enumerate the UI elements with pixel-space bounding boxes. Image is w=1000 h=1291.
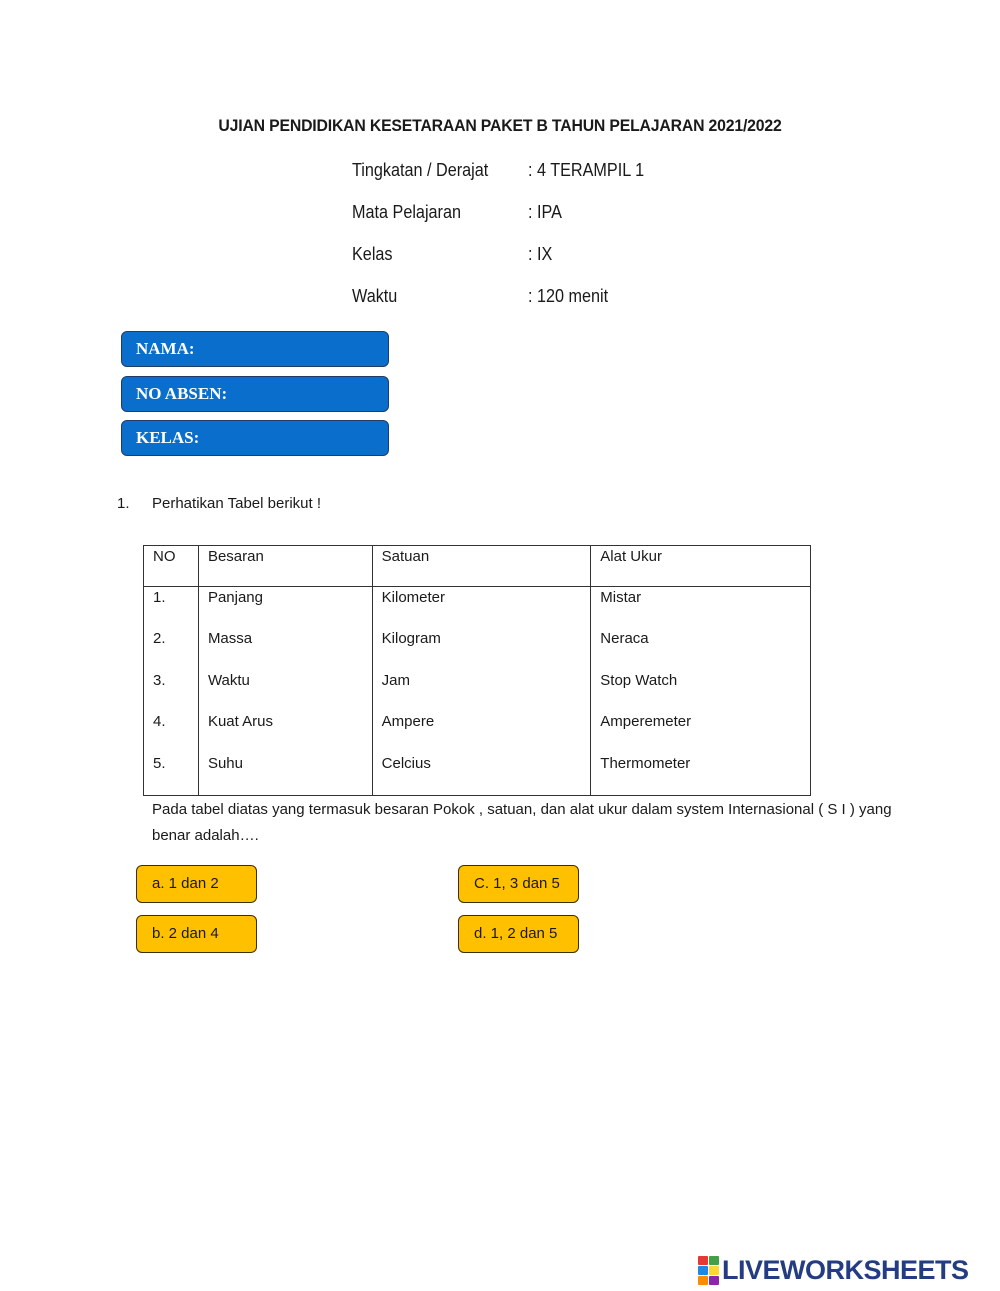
meta-label: Tingkatan / Derajat [352, 160, 489, 180]
table-cell: 1. [144, 587, 199, 629]
logo-block [709, 1276, 719, 1285]
table-cell: Stop Watch [591, 670, 811, 712]
table-cell: Jam [372, 670, 591, 712]
table-cell: Mistar [591, 587, 811, 629]
table-cell: Kilometer [372, 587, 591, 629]
table-cell: 2. [144, 628, 199, 670]
option-a-button[interactable]: a. 1 dan 2 [136, 865, 257, 903]
logo-block [698, 1266, 708, 1275]
meta-value: : 4 TERAMPIL 1 [528, 160, 645, 180]
logo-block [698, 1256, 708, 1265]
liveworksheets-logo [698, 1255, 969, 1285]
table-cell: Waktu [198, 670, 372, 712]
table-cell: 4. [144, 711, 199, 753]
table-cell: Kuat Arus [198, 711, 372, 753]
meta-label: Waktu [352, 286, 398, 306]
table-header-row [144, 546, 811, 587]
logo-block [709, 1266, 719, 1275]
table-header-cell: Satuan [372, 546, 591, 587]
meta-label: Mata Pelajaran [352, 202, 461, 222]
exam-title: UJIAN PENDIDIKAN KESETARAAN PAKET B TAHUN PELAJARAN 2021/2022 [218, 116, 782, 135]
question-follow-up: Pada tabel diatas yang termasuk besaran Pokok , satuan, dan alat ukur dalam system Internasional ( S I ) yang benar adalah…. [152, 801, 892, 844]
absence-number-field[interactable]: NO ABSEN: [121, 376, 389, 412]
table-cell: Thermometer [591, 753, 811, 796]
logo-block [698, 1276, 708, 1285]
meta-label: Kelas [352, 244, 393, 264]
table-header-cell: Alat Ukur [591, 546, 811, 587]
table-cell: Massa [198, 628, 372, 670]
table-cell: 3. [144, 670, 199, 712]
logo-icon [698, 1256, 719, 1285]
table-cell: Celcius [372, 753, 591, 796]
table-row [144, 587, 811, 629]
table-cell: Kilogram [372, 628, 591, 670]
class-field[interactable]: KELAS: [121, 420, 389, 456]
meta-value: : IPA [528, 202, 562, 222]
table-cell: Suhu [198, 753, 372, 796]
table-row [144, 628, 811, 670]
question-prompt: Perhatikan Tabel berikut ! [152, 495, 321, 512]
table-header-cell: NO [144, 546, 199, 587]
meta-value: : IX [528, 244, 553, 264]
table-cell: Panjang [198, 587, 372, 629]
table-cell: Ampere [372, 711, 591, 753]
table-cell: Amperemeter [591, 711, 811, 753]
option-b-button[interactable]: b. 2 dan 4 [136, 915, 257, 953]
option-c-button[interactable]: C. 1, 3 dan 5 [458, 865, 579, 903]
option-d-button[interactable]: d. 1, 2 dan 5 [458, 915, 579, 953]
name-field[interactable]: NAMA: [121, 331, 389, 367]
brand-name: LIVEWORKSHEETS [722, 1254, 969, 1285]
meta-value: : 120 menit [528, 286, 609, 306]
logo-block [709, 1256, 719, 1265]
question-number: 1. [117, 495, 130, 512]
measurement-table [143, 545, 811, 796]
table-cell: Neraca [591, 628, 811, 670]
table-row [144, 753, 811, 796]
table-cell: 5. [144, 753, 199, 796]
table-row [144, 670, 811, 712]
table-row [144, 711, 811, 753]
table-header-cell: Besaran [198, 546, 372, 587]
